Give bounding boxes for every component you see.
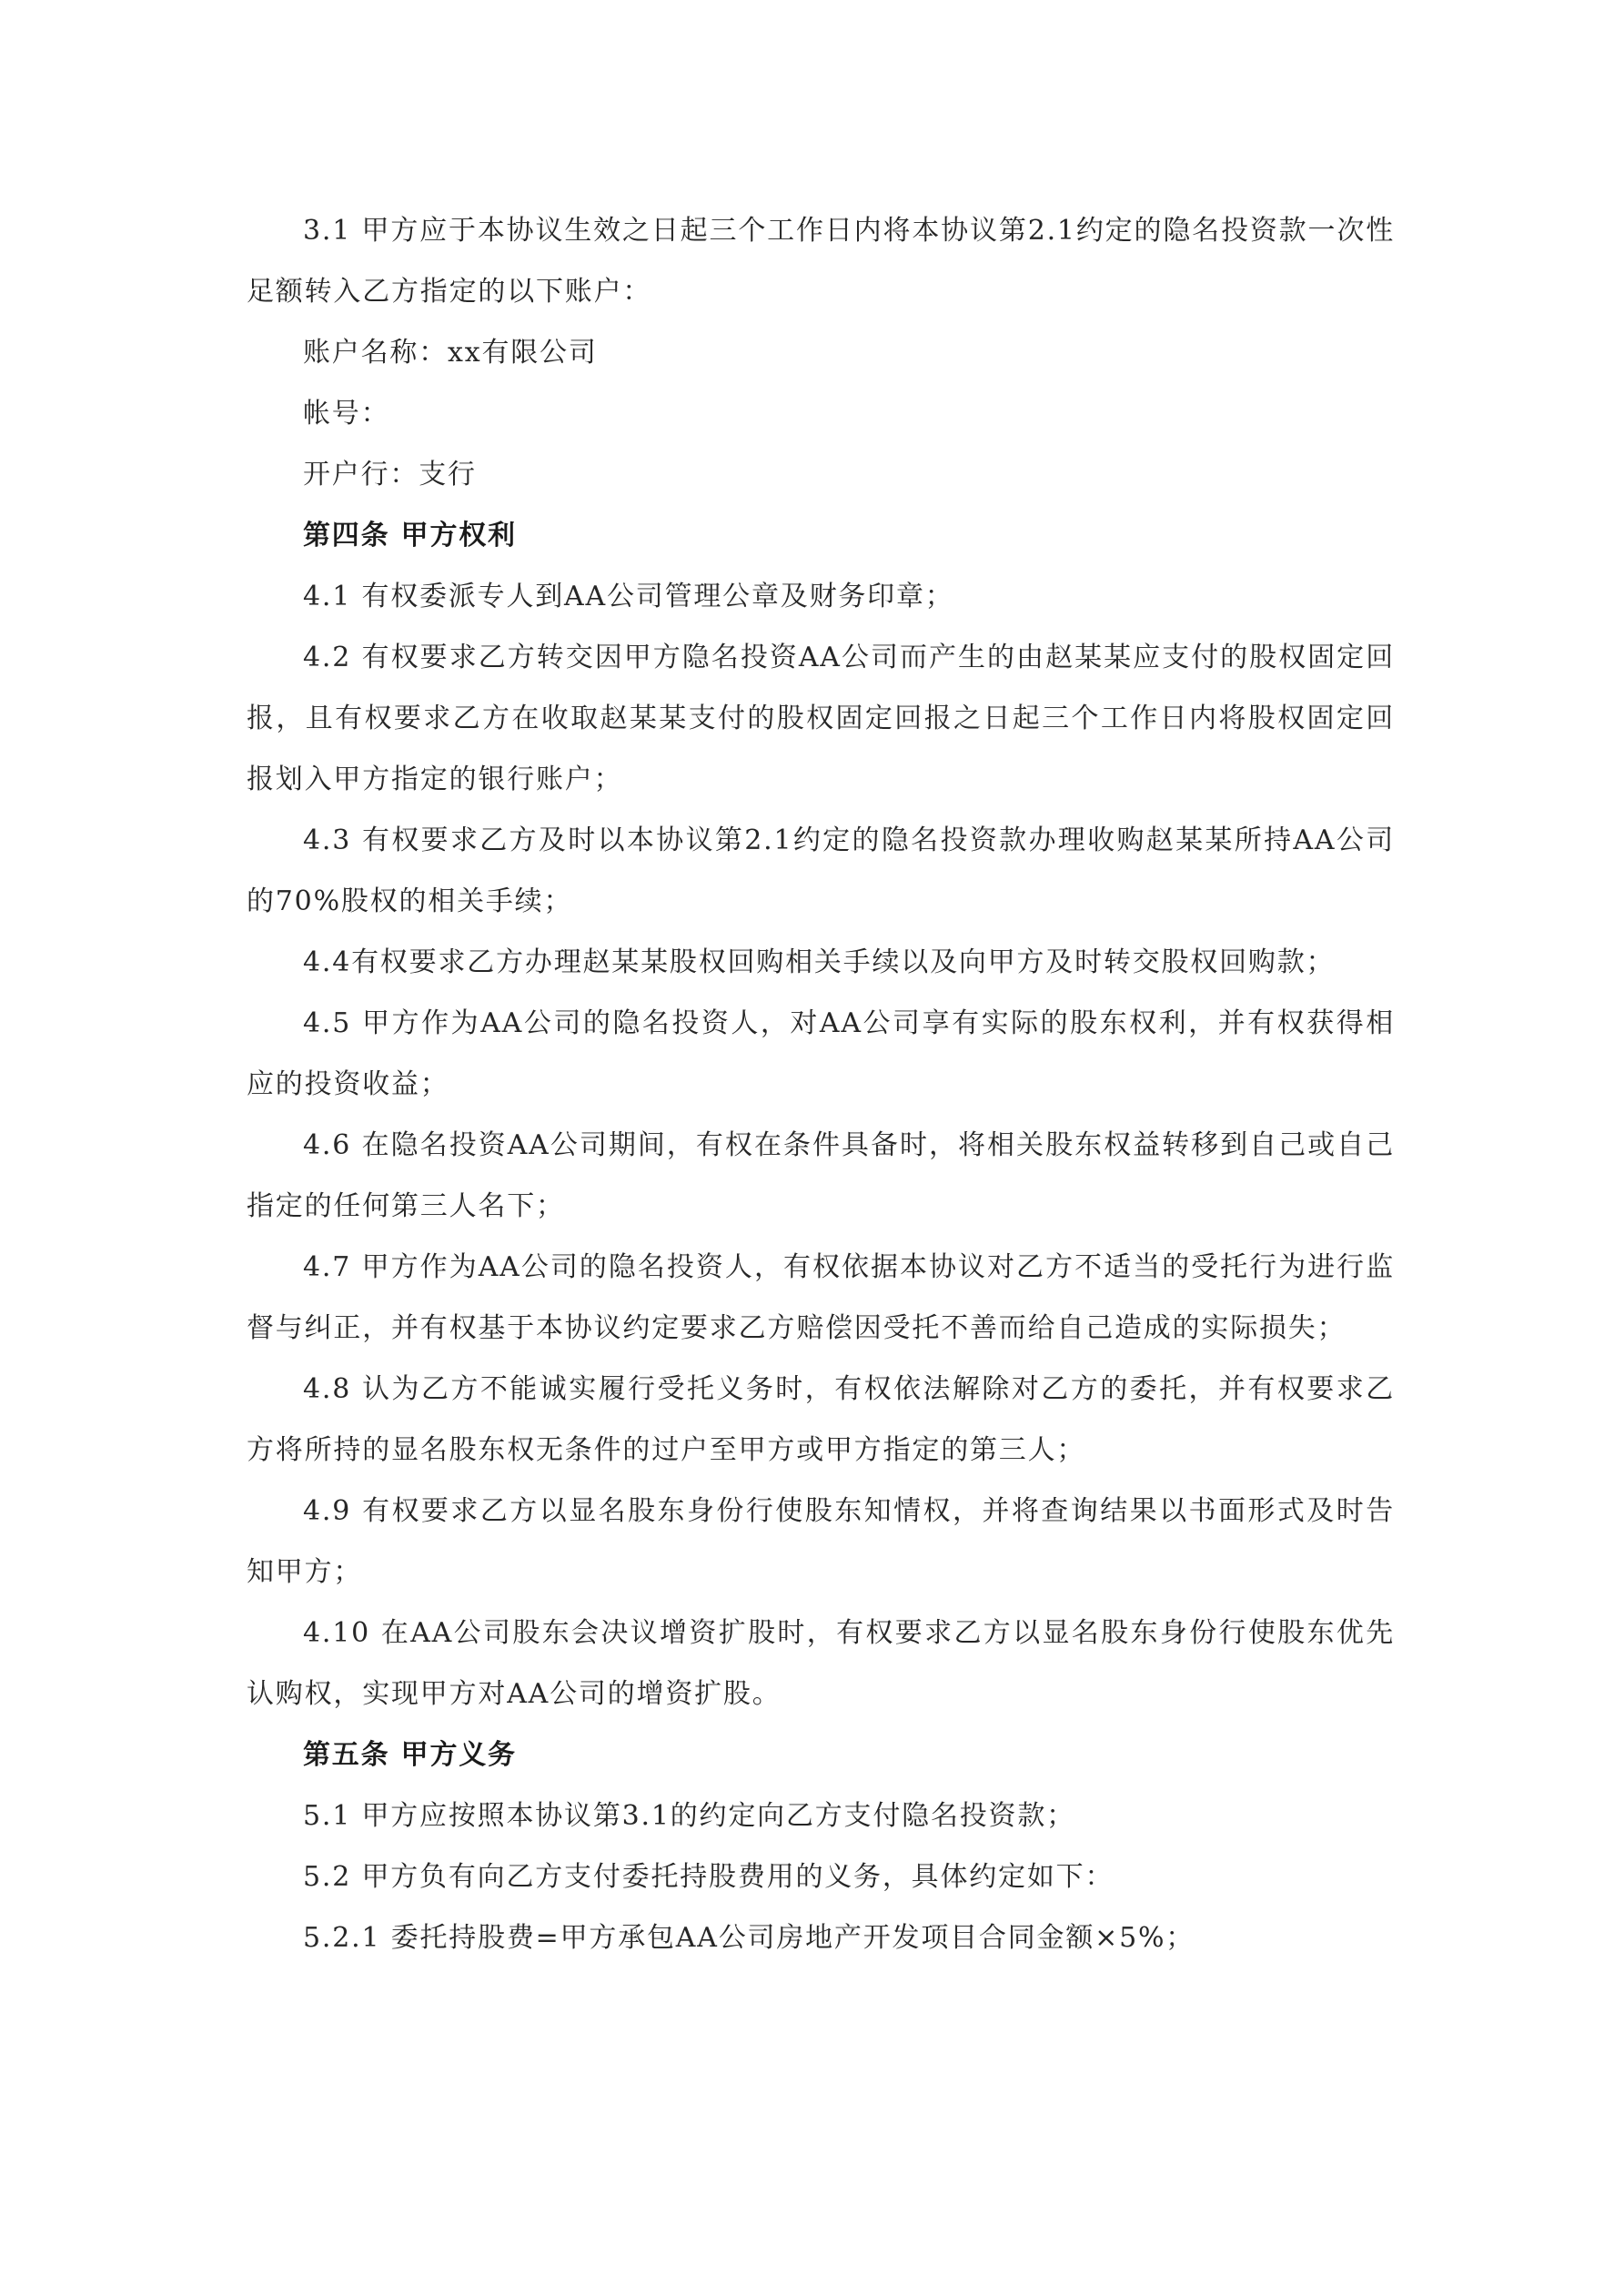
clause-4-1: 4.1 有权委派专人到AA公司管理公章及财务印章；	[303, 581, 954, 612]
clause-4-3: 4.3 有权要求乙方及时以本协议第2.1约定的隐名投资款办理收购赵某某所持AA公司的70%股权的相关手续；	[247, 824, 1395, 917]
clause-4-7: 4.7 甲方作为AA公司的隐名投资人，有权依据本协议对乙方不适当的受托行为进行监督与纠正，并有权基于本协议约定要求乙方赔偿因受托不善而给自己造成的实际损失；	[247, 1251, 1395, 1344]
clause-3-1: 3.1 甲方应于本协议生效之日起三个工作日内将本协议第2.1约定的隐名投资款一次性足额转入乙方指定的以下账户：	[247, 215, 1395, 308]
clause-4-2: 4.2 有权要求乙方转交因甲方隐名投资AA公司而产生的由赵某某应支付的股权固定回报，且有权要求乙方在收取赵某某支付的股权固定回报之日起三个工作日内将股权固定回报划入甲方指定的银行账户；	[247, 642, 1395, 795]
article-4-heading: 第四条 甲方权利	[303, 520, 517, 551]
document-body	[247, 200, 1395, 1968]
clause-4-4: 4.4有权要求乙方办理赵某某股权回购相关手续以及向甲方及时转交股权回购款；	[303, 946, 1336, 978]
bank-branch-line: 开户行：支行	[303, 459, 477, 491]
account-number-line: 帐号：	[303, 398, 390, 430]
clause-5-1: 5.1 甲方应按照本协议第3.1的约定向乙方支付隐名投资款；	[303, 1800, 1075, 1832]
article-5-heading: 第五条 甲方义务	[303, 1739, 517, 1771]
clause-4-5: 4.5 甲方作为AA公司的隐名投资人，对AA公司享有实际的股东权利，并有权获得相应的投资收益；	[247, 1007, 1395, 1100]
clause-5-2: 5.2 甲方负有向乙方支付委托持股费用的义务，具体约定如下：	[303, 1861, 1115, 1893]
clause-4-8: 4.8 认为乙方不能诚实履行受托义务时，有权依法解除对乙方的委托，并有权要求乙方将所持的显名股东权无条件的过户至甲方或甲方指定的第三人；	[247, 1373, 1395, 1466]
clause-4-6: 4.6 在隐名投资AA公司期间，有权在条件具备时，将相关股东权益转移到自己或自己指定的任何第三人名下；	[247, 1129, 1395, 1222]
clause-4-9: 4.9 有权要求乙方以显名股东身份行使股东知情权，并将查询结果以书面形式及时告知甲方；	[247, 1495, 1395, 1588]
clause-4-10: 4.10 在AA公司股东会决议增资扩股时，有权要求乙方以显名股东身份行使股东优先认购权，实现甲方对AA公司的增资扩股。	[247, 1617, 1395, 1710]
account-name-line: 账户名称：xx有限公司	[303, 337, 598, 369]
clause-5-2-1: 5.2.1 委托持股费=甲方承包AA公司房地产开发项目合同金额×5%；	[303, 1922, 1195, 1954]
